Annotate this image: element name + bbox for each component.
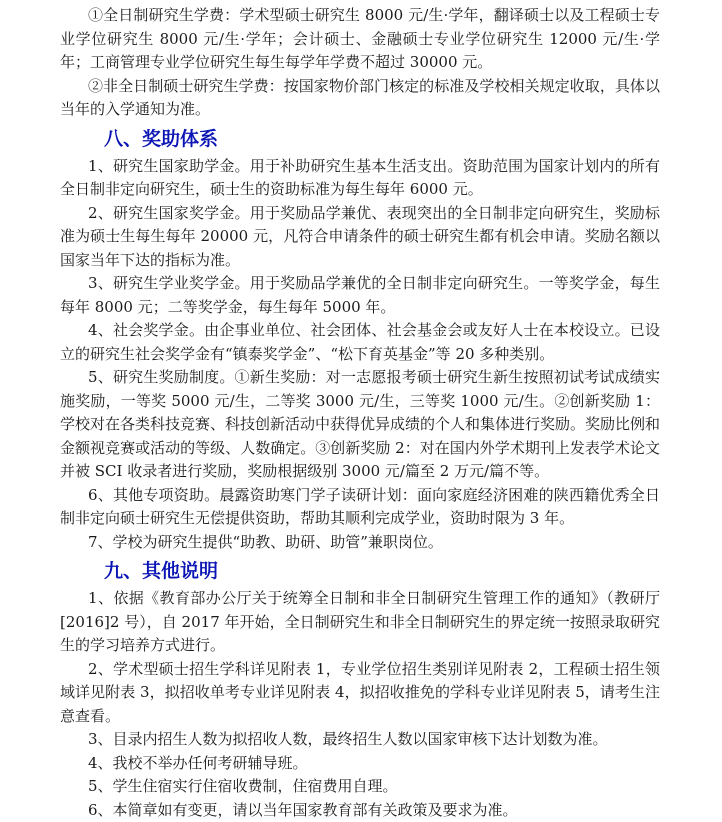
note-item: 5、学生住宿实行住宿收费制，住宿费用自理。 — [60, 775, 660, 799]
award-item: 2、研究生国家奖学金。用于奖励品学兼优、表现突出的全日制非定向研究生，奖励标准为硕士生每生每年 20000 元，凡符合申请条件的硕士研究生都有机会申请。奖励名额以国家当年下达的指标为准。 — [60, 202, 660, 273]
note-item: 1、依据《教育部办公厅关于统筹全日制和非全日制研究生管理工作的通知》（教研厅[2016]2 号），自 2017 年开始，全日制研究生和非全日制研究生的界定统一按照录取研究生的学习培养方式进行。 — [60, 587, 660, 658]
award-item: 6、其他专项资助。晨露资助寒门学子读研计划：面向家庭经济困难的陕西籍优秀全日制非定向硕士研究生无偿提供资助，帮助其顺利完成学业，资助时限为 3 年。 — [60, 484, 660, 531]
award-item: 3、研究生学业奖学金。用于奖励品学兼优的全日制非定向研究生。一等奖学金，每生每年 8000 元；二等奖学金，每生每年 5000 年。 — [60, 272, 660, 319]
award-item: 1、研究生国家助学金。用于补助研究生基本生活支出。资助范围为国家计划内的所有全日制非定向研究生，硕士生的资助标准为每生每年 6000 元。 — [60, 155, 660, 202]
note-item: 3、目录内招生人数为拟招收人数，最终招生人数以国家审核下达计划数为准。 — [60, 728, 660, 752]
note-item: 4、我校不举办任何考研辅导班。 — [60, 752, 660, 776]
section-heading-other-notes: 九、其他说明 — [60, 558, 660, 584]
section-heading-awards: 八、奖助体系 — [60, 126, 660, 152]
tuition-fulltime-paragraph: ①全日制研究生学费：学术型硕士研究生 8000 元/生·学年，翻译硕士以及工程硕士专业学位研究生 8000 元/生·学年；会计硕士、金融硕士专业学位研究生 12000 元/生·学年；工商管理专业学位研究生每生每学年学费不超过 30000 元。 — [60, 4, 660, 75]
award-item: 7、学校为研究生提供“助教、助研、助管”兼职岗位。 — [60, 531, 660, 555]
note-item: 2、学术型硕士招生学科详见附表 1，专业学位招生类别详见附表 2，工程硕士招生领域详见附表 3，拟招收单考专业详见附表 4，拟招收推免的学科专业详见附表 5，请考生注意查看。 — [60, 658, 660, 729]
tuition-parttime-paragraph: ②非全日制硕士研究生学费：按国家物价部门核定的标准及学校相关规定收取，具体以当年的入学通知为准。 — [60, 75, 660, 122]
document-page — [60, 4, 660, 822]
note-item: 6、本简章如有变更，请以当年国家教育部有关政策及要求为准。 — [60, 799, 660, 822]
award-item: 5、研究生奖励制度。①新生奖励：对一志愿报考硕士研究生新生按照初试考试成绩实施奖励，一等奖 5000 元/生，二等奖 3000 元/生，三等奖 1000 元/生。②创新奖励 1：学校对在各类科技竞赛、科技创新活动中获得优异成绩的个人和集体进行奖励。奖励比例和金额视竞赛或活动的等级、人数确定。③创新奖励 2：对在国内外学术期刊上发表学术论文并被 SCI 收录者进行奖励，奖励根据级别 3000 元/篇至 2 万元/篇不等。 — [60, 366, 660, 484]
award-item: 4、社会奖学金。由企事业单位、社会团体、社会基金会或友好人士在本校设立。已设立的研究生社会奖学金有“镇泰奖学金”、“松下育英基金”等 20 多种类别。 — [60, 319, 660, 366]
